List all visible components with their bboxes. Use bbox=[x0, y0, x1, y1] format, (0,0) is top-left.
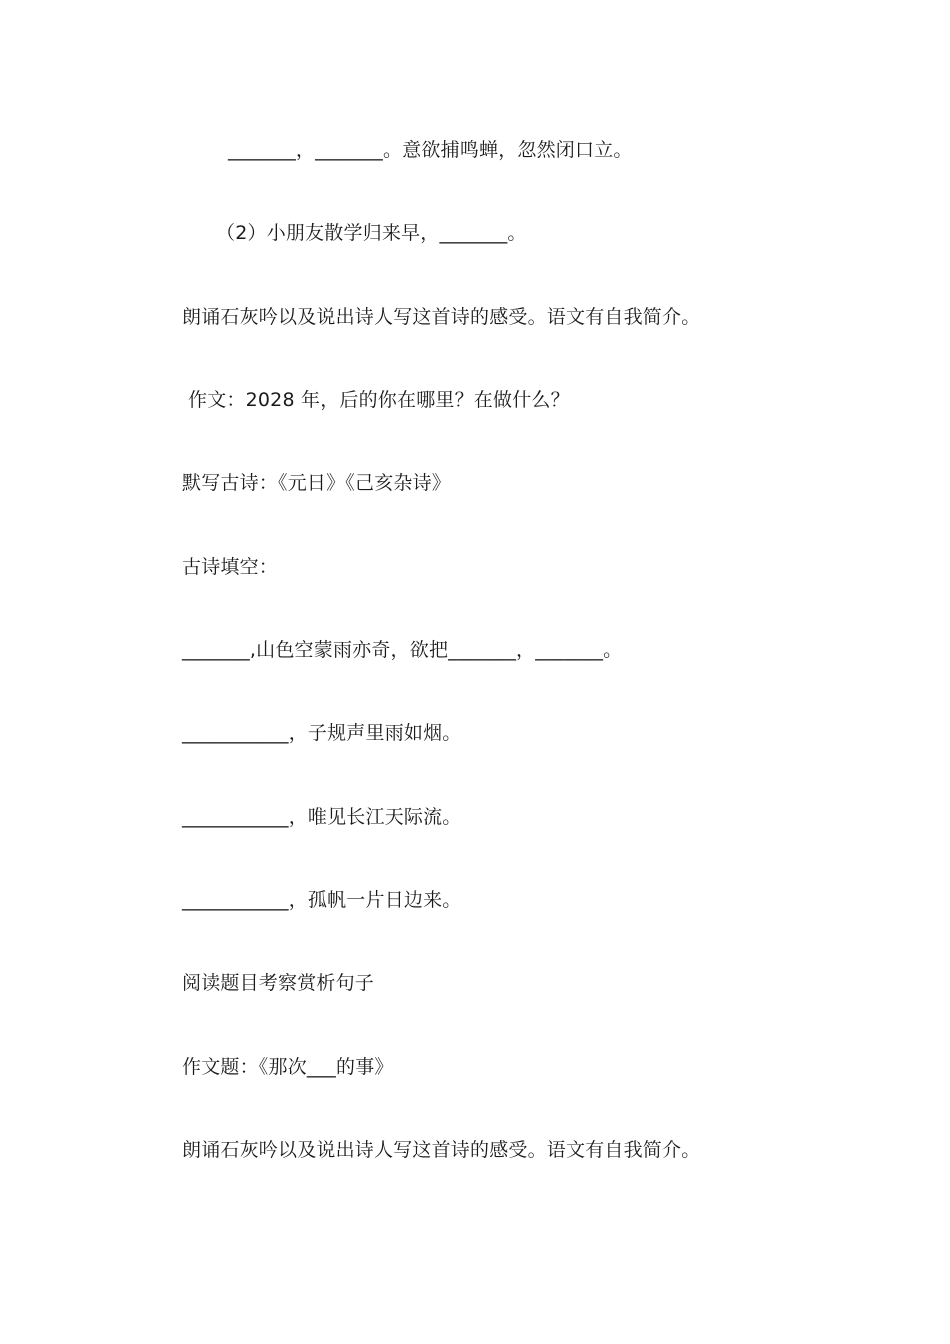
poem-fill-line-4: ___________，孤帆一片日边来。 bbox=[182, 889, 462, 911]
poem-fill-line-2: ___________，子规声里雨如烟。 bbox=[182, 722, 462, 744]
poem-fill-blank-question-2: （2）小朋友散学归来早，_______。 bbox=[216, 222, 527, 244]
recitation-task-repeat: 朗诵石灰吟以及说出诗人写这首诗的感受。语文有自我简介。 bbox=[182, 1139, 701, 1161]
poem-fill-heading: 古诗填空： bbox=[182, 556, 279, 578]
essay-title-task: 作文题：《那次___的事》 bbox=[182, 1056, 394, 1078]
poem-fill-line-3: ___________，唯见长江天际流。 bbox=[182, 806, 462, 828]
dictation-task: 默写古诗：《元日》《己亥杂诗》 bbox=[182, 472, 452, 494]
poem-fill-blank-line: _______，_______。意欲捕鸣蝉，忽然闭口立。 bbox=[228, 139, 633, 161]
recitation-task: 朗诵石灰吟以及说出诗人写这首诗的感受。语文有自我简介。 bbox=[182, 306, 701, 328]
essay-prompt-2028: 作文：2028 年，后的你在哪里？在做什么？ bbox=[188, 389, 570, 411]
reading-task: 阅读题目考察赏析句子 bbox=[182, 972, 375, 994]
poem-fill-line-1: _______,山色空蒙雨亦奇，欲把_______，_______。 bbox=[182, 639, 623, 661]
